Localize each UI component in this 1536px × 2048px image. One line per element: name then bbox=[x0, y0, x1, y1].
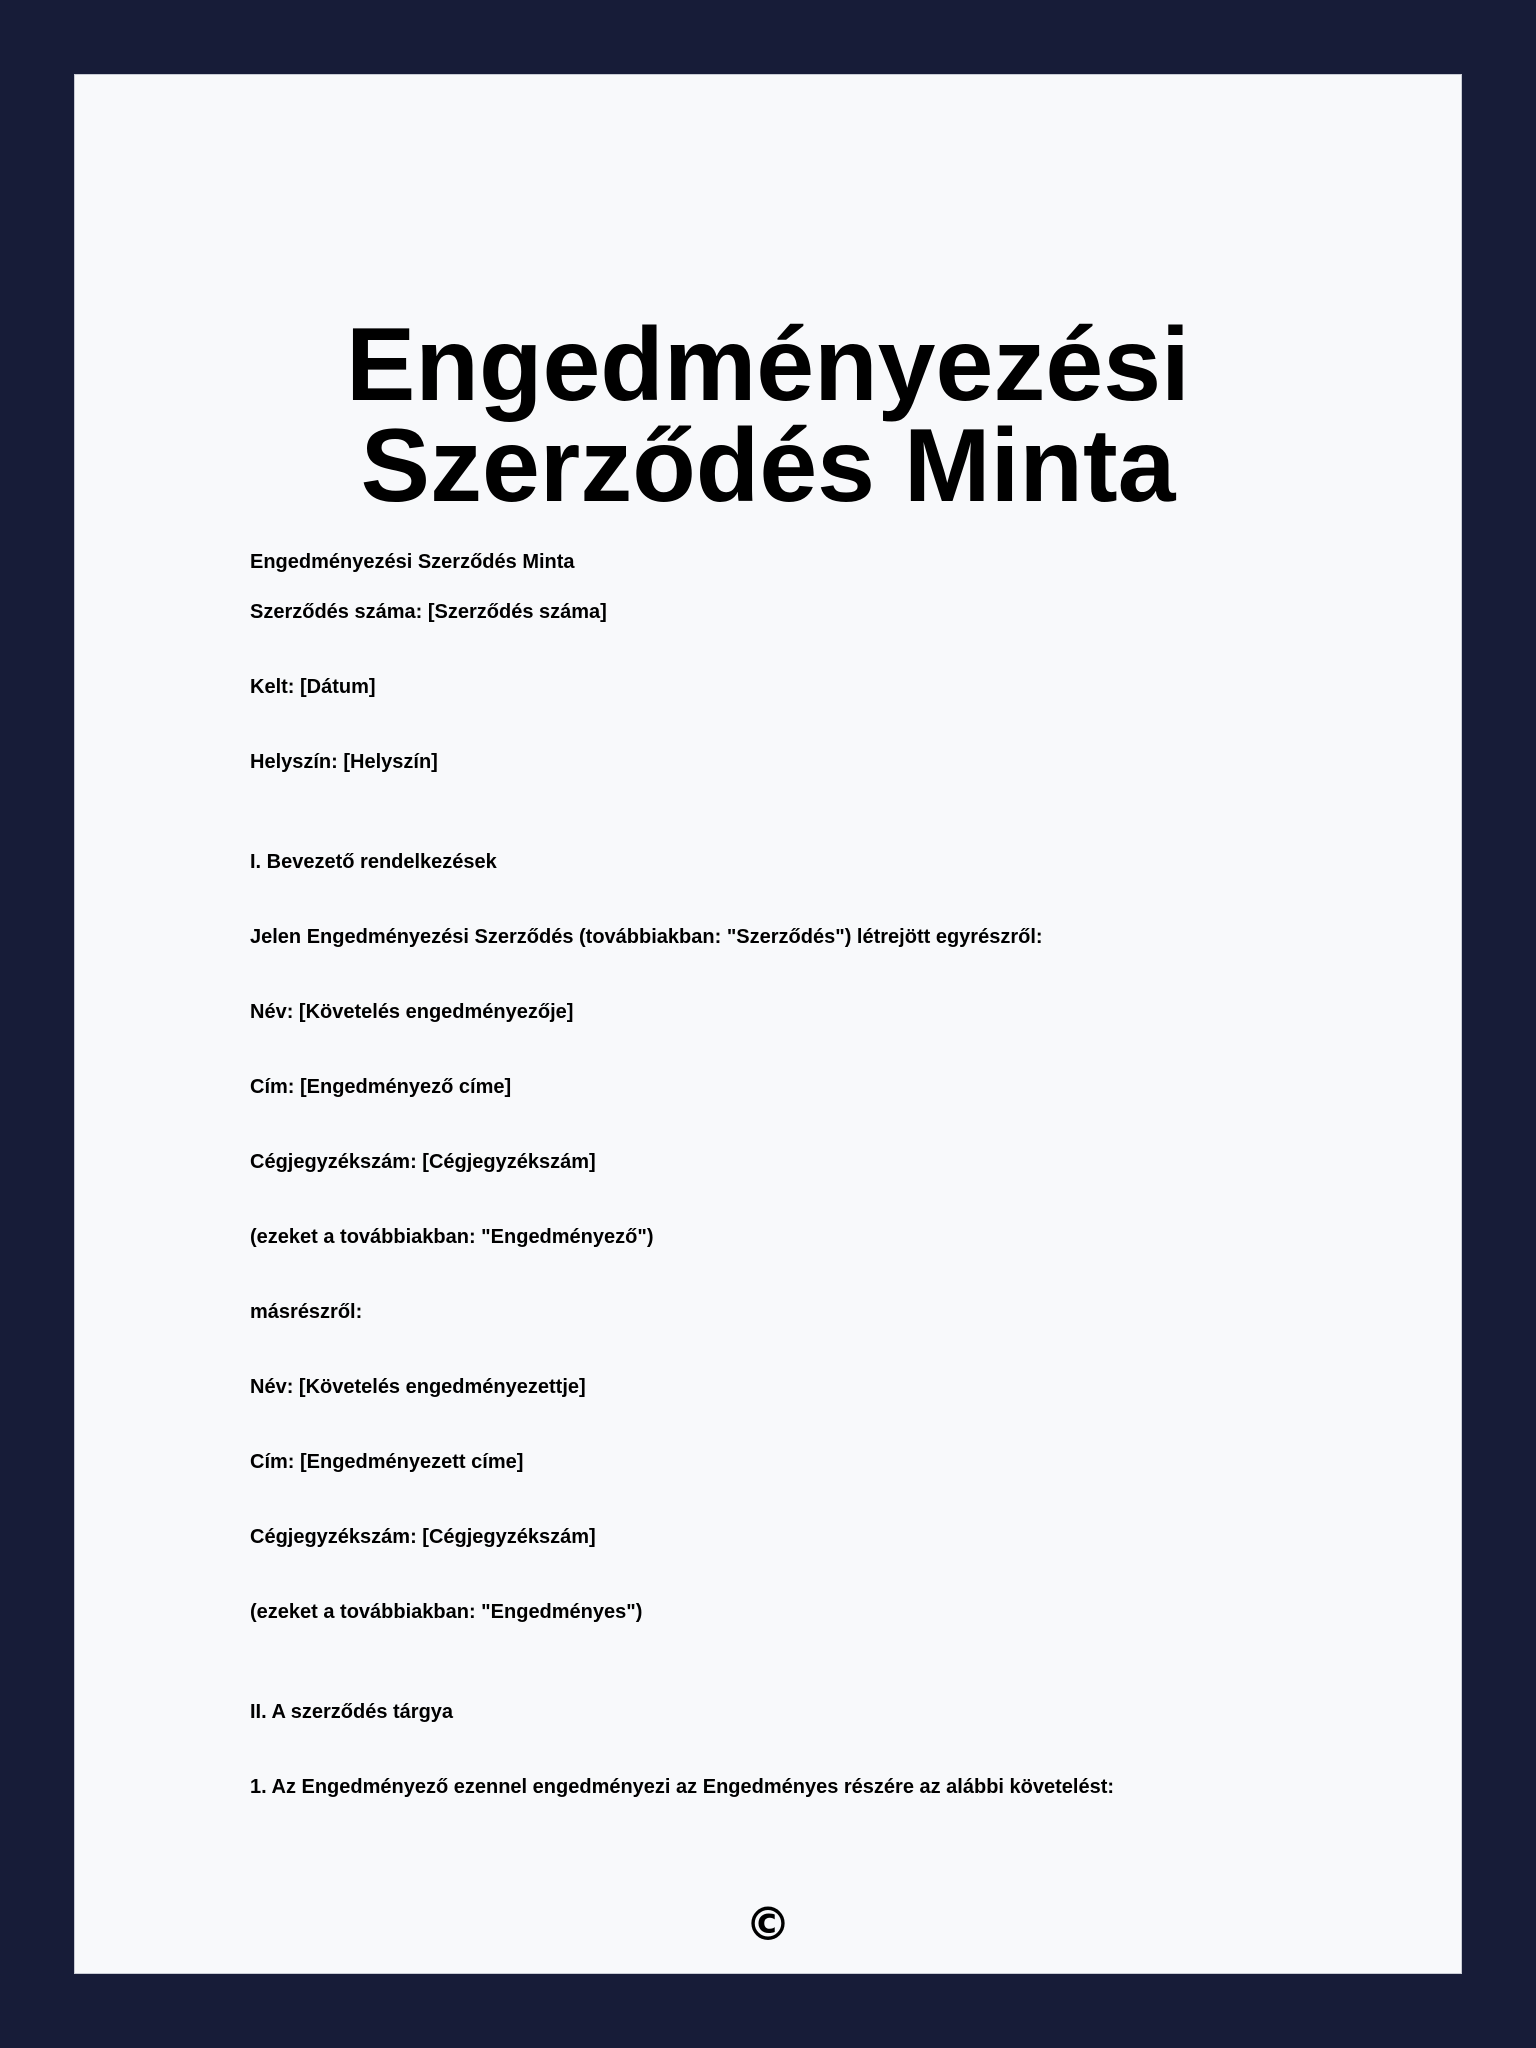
body-line-assignee-address: Cím: [Engedményezett címe] bbox=[250, 1451, 524, 1473]
copyright-icon: © bbox=[745, 1897, 791, 1951]
body-line-location: Helyszín: [Helyszín] bbox=[250, 751, 438, 773]
body-line-other-party: másrészről: bbox=[250, 1301, 363, 1323]
document-page bbox=[75, 75, 1461, 1973]
section-heading-subject: II. A szerződés tárgya bbox=[250, 1701, 454, 1723]
body-line-assignment-clause: 1. Az Engedményező ezennel engedményezi az Engedményes részére az alábbi követelést: bbox=[250, 1776, 1115, 1798]
body-line-assignor-definition: (ezeket a továbbiakban: "Engedményező") bbox=[250, 1226, 654, 1248]
body-line-date: Kelt: [Dátum] bbox=[250, 676, 376, 698]
body-line-contract-number: Szerződés száma: [Szerződés száma] bbox=[250, 601, 607, 623]
section-heading-introductory: I. Bevezető rendelkezések bbox=[250, 851, 497, 873]
body-line-assignor-registration: Cégjegyzékszám: [Cégjegyzékszám] bbox=[250, 1151, 596, 1173]
body-line-assignor-address: Cím: [Engedményező címe] bbox=[250, 1076, 512, 1098]
body-line-heading-repeat: Engedményezési Szerződés Minta bbox=[250, 551, 575, 573]
body-line-assignee-name: Név: [Követelés engedményezettje] bbox=[250, 1376, 586, 1398]
body-line-assignee-definition: (ezeket a továbbiakban: "Engedményes") bbox=[250, 1601, 643, 1623]
body-line-assignee-registration: Cégjegyzékszám: [Cégjegyzékszám] bbox=[250, 1526, 596, 1548]
body-line-parties-intro: Jelen Engedményezési Szerződés (továbbiakban: "Szerződés") létrejött egyrészről: bbox=[250, 926, 1043, 948]
body-line-assignor-name: Név: [Követelés engedményezője] bbox=[250, 1001, 574, 1023]
document-title: Engedményezési Szerződés Minta bbox=[346, 307, 1190, 524]
